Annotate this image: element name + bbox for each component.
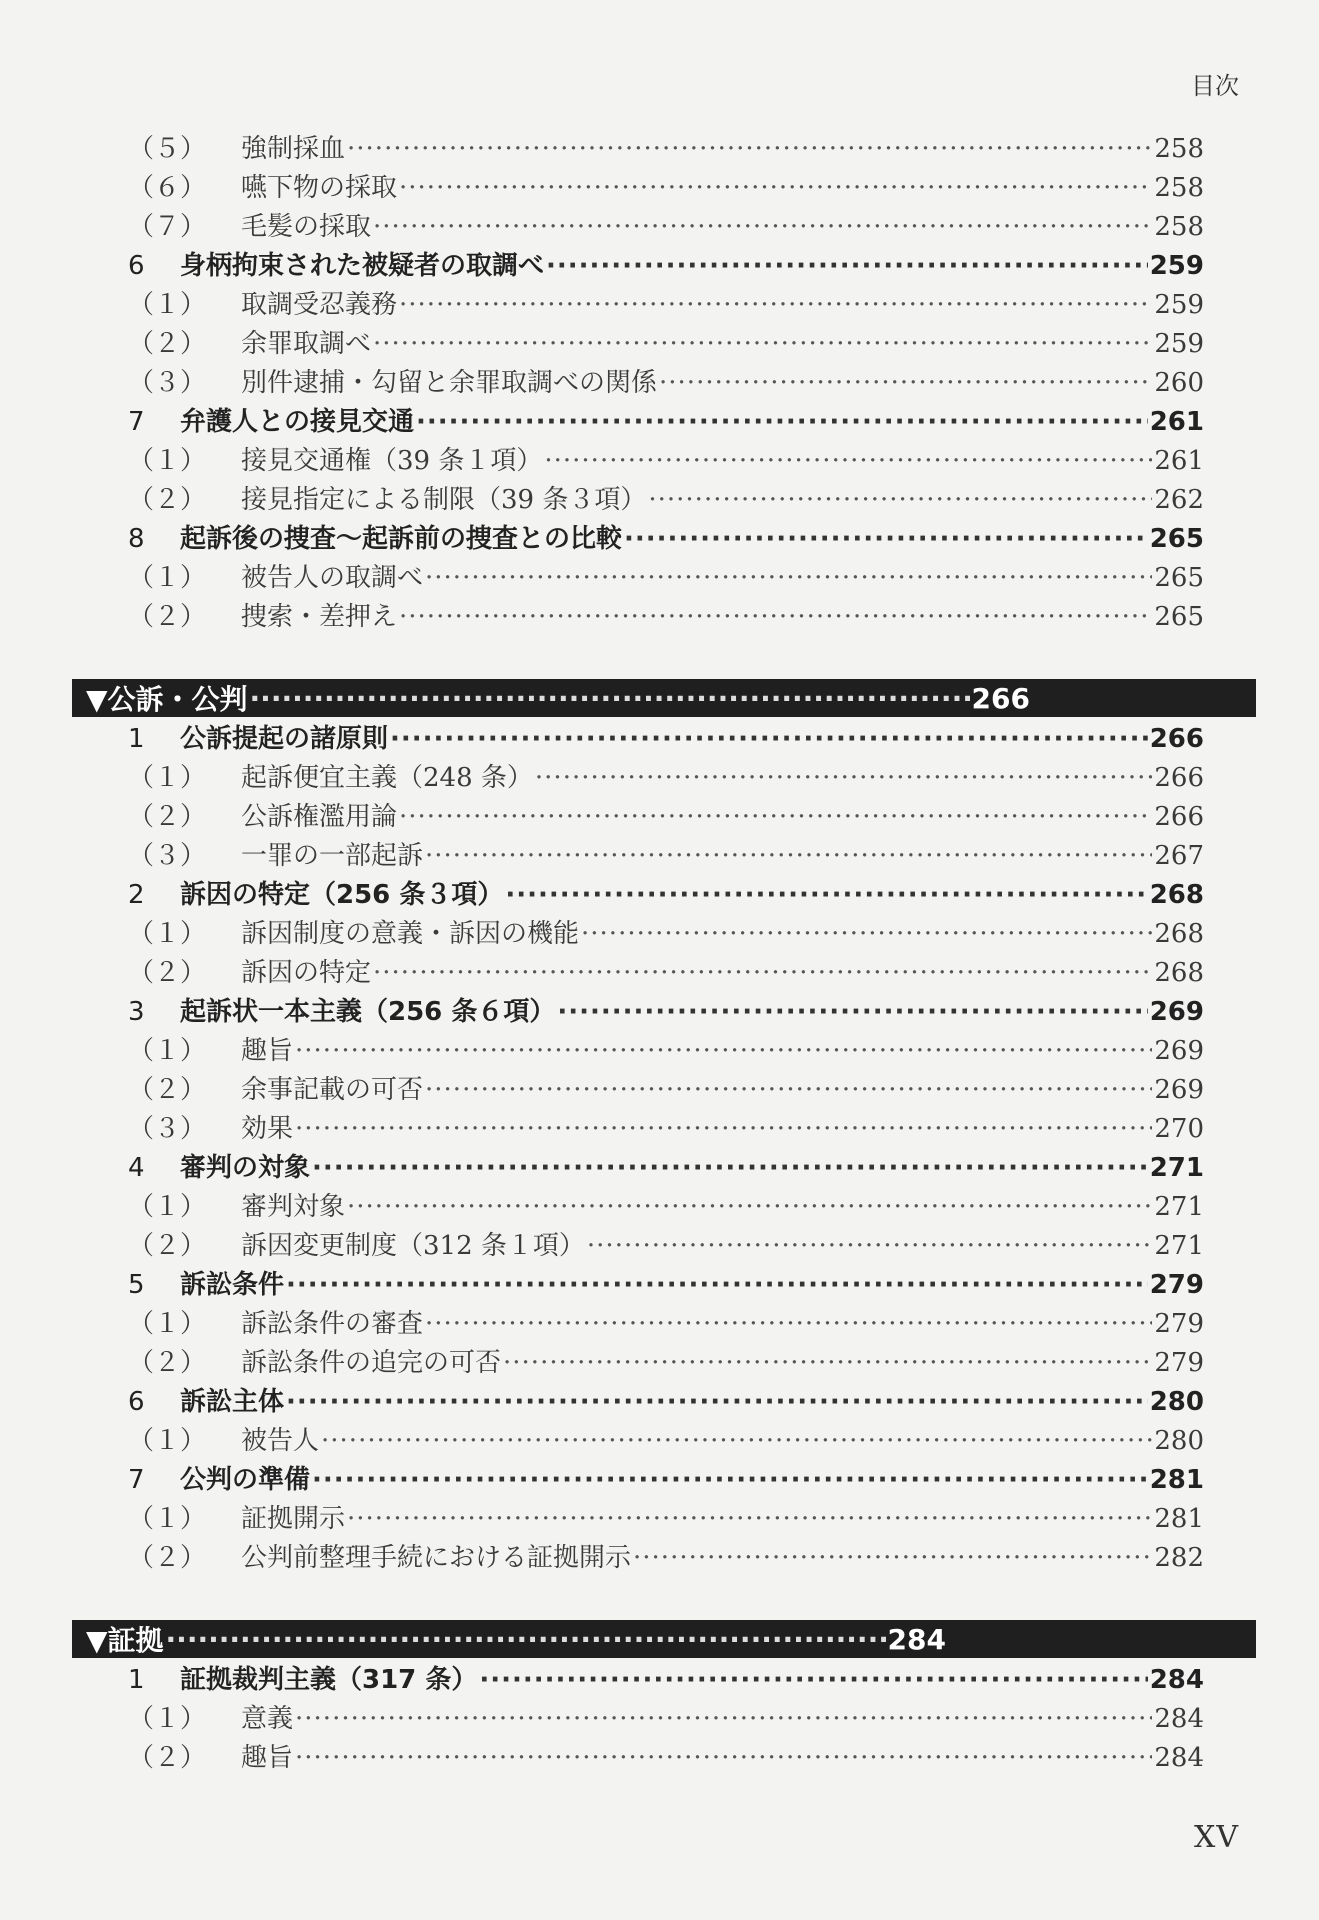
entry-title: 身柄拘束された被疑者の取調べ [180,251,545,281]
leader-dots [347,1192,1152,1222]
entry-title: 効果 [241,1114,294,1144]
leader-dots [399,802,1152,832]
leader-dots [659,368,1152,398]
entry-number: （１） [128,1504,207,1534]
entry-number: （２） [128,485,207,515]
entry-page-number: 282 [1154,1543,1204,1573]
entry-page-number: 266 [1149,724,1204,754]
entry-title: 意義 [241,1704,294,1734]
leader-dots [399,602,1152,632]
leader-dots [557,997,1147,1027]
leader-dots [321,1426,1152,1456]
entry-page-number: 265 [1154,602,1204,632]
entry-title: 取調受忍義務 [241,290,398,320]
leader-dots [286,1270,1148,1300]
toc-section-entry[interactable] [128,718,1204,756]
entry-page-number: 261 [1149,407,1204,437]
toc-subsection-entry[interactable] [128,952,1204,990]
leader-dots [503,1348,1152,1378]
leader-dots [250,682,970,715]
leader-dots [312,1153,1148,1183]
leader-dots [479,1665,1147,1695]
entry-number: （２） [128,1348,207,1378]
entry-page-number: 258 [1154,173,1204,203]
entry-number: 7 [128,1465,145,1495]
leader-dots [416,407,1148,437]
leader-dots [505,880,1147,910]
entry-title: 証拠裁判主義（317 条） [180,1665,478,1695]
toc-section-entry[interactable] [128,874,1204,912]
chapter-title: ▼公訴・公判 [86,683,248,716]
entry-page-number: 279 [1149,1270,1204,1300]
leader-dots [295,1704,1152,1734]
entry-title: 接見指定による制限（39 条３項） [241,485,647,515]
entry-number: （６） [128,173,207,203]
leader-dots [581,919,1152,949]
entry-number: （１） [128,1704,207,1734]
entry-page-number: 284 [1154,1743,1204,1773]
entry-title: 余罪取調べ [241,329,372,359]
chapter-page-number: 284 [887,1622,946,1656]
entry-title: 起訴状一本主義（256 条６項） [180,997,556,1027]
entry-page-number: 284 [1149,1665,1204,1695]
toc-subsection-entry[interactable] [128,362,1204,400]
entry-page-number: 270 [1154,1114,1204,1144]
entry-page-number: 265 [1149,524,1204,554]
toc-subsection-entry[interactable] [128,1225,1204,1263]
entry-title: 嚥下物の採取 [241,173,398,203]
entry-number: （２） [128,1075,207,1105]
entry-page-number: 268 [1154,919,1204,949]
toc-subsection-entry[interactable] [128,1537,1204,1575]
leader-dots [390,724,1148,754]
entry-number: （７） [128,212,207,242]
toc-subsection-entry[interactable] [128,557,1204,595]
entry-page-number: 271 [1149,1153,1204,1183]
leader-dots [286,1387,1148,1417]
entry-title: 被告人の取調べ [241,563,424,593]
toc-subsection-entry[interactable] [128,1420,1204,1458]
entry-title: 被告人 [241,1426,320,1456]
entry-title: 訴因の特定（256 条３項） [180,880,504,910]
toc-subsection-entry[interactable] [128,1498,1204,1536]
entry-number: （２） [128,958,207,988]
chapter-title: ▼証拠 [86,1624,164,1657]
leader-dots [312,1465,1148,1495]
entry-page-number: 269 [1154,1036,1204,1066]
entry-title: 一罪の一部起訴 [241,841,424,871]
leader-dots [373,212,1152,242]
page-number: XV [1193,1820,1239,1855]
leader-dots [425,1075,1152,1105]
toc-section-entry[interactable] [128,1459,1204,1497]
chapter-heading [72,679,1256,717]
entry-title: 訴訟条件の追完の可否 [241,1348,502,1378]
entry-title: 訴因変更制度（312 条１項） [241,1231,585,1261]
entry-page-number: 280 [1149,1387,1204,1417]
entry-title: 訴因の特定 [241,958,372,988]
entry-number: （１） [128,1309,207,1339]
entry-number: （２） [128,602,207,632]
entry-number: （１） [128,1036,207,1066]
entry-title: 公判の準備 [180,1465,311,1495]
entry-page-number: 269 [1154,1075,1204,1105]
entry-title: 訴因制度の意義・訴因の機能 [241,919,580,949]
leader-dots [624,524,1148,554]
entry-number: （２） [128,329,207,359]
leader-dots [587,1231,1152,1261]
leader-dots [633,1543,1152,1573]
entry-title: 審判の対象 [180,1153,311,1183]
toc-subsection-entry[interactable] [128,1186,1204,1224]
entry-number: （１） [128,563,207,593]
entry-title: 公訴提起の諸原則 [180,724,389,754]
toc-subsection-entry[interactable] [128,206,1204,244]
toc-subsection-entry[interactable] [128,284,1204,322]
toc-subsection-entry[interactable] [128,1108,1204,1146]
leader-dots [295,1743,1152,1773]
entry-number: （１） [128,1426,207,1456]
chapter-page-number: 266 [971,681,1030,715]
entry-page-number: 259 [1154,329,1204,359]
leader-dots [425,563,1152,593]
toc-subsection-entry[interactable] [128,757,1204,795]
entry-page-number: 266 [1154,802,1204,832]
entry-number: （１） [128,1192,207,1222]
toc-subsection-entry[interactable] [128,323,1204,361]
toc-subsection-entry[interactable] [128,1342,1204,1380]
entry-number: （１） [128,763,207,793]
entry-number: 3 [128,997,145,1027]
entry-title: 毛髪の採取 [241,212,372,242]
entry-number: （２） [128,802,207,832]
leader-dots [295,1036,1152,1066]
entry-title: 審判対象 [241,1192,346,1222]
entry-number: （２） [128,1743,207,1773]
toc-subsection-entry[interactable] [128,796,1204,834]
toc-subsection-entry[interactable] [128,596,1204,634]
entry-number: 1 [128,1665,145,1695]
leader-dots [648,485,1152,515]
entry-title: 強制採血 [241,134,346,164]
entry-title: 趣旨 [241,1743,294,1773]
entry-number: 8 [128,524,145,554]
leader-dots [347,134,1152,164]
entry-page-number: 280 [1154,1426,1204,1456]
entry-page-number: 281 [1154,1504,1204,1534]
toc-subsection-entry[interactable] [128,913,1204,951]
entry-title: 訴訟主体 [180,1387,285,1417]
entry-page-number: 281 [1149,1465,1204,1495]
entry-page-number: 268 [1149,880,1204,910]
leader-dots [425,841,1152,871]
toc-subsection-entry[interactable] [128,128,1204,166]
entry-number: （１） [128,290,207,320]
entry-number: （２） [128,1231,207,1261]
toc-subsection-entry[interactable] [128,835,1204,873]
entry-number: （３） [128,368,207,398]
page-header: 目次 [1191,72,1239,100]
entry-title: 接見交通権（39 条１項） [241,446,543,476]
entry-number: 5 [128,1270,145,1300]
entry-title: 捜索・差押え [241,602,398,632]
toc-subsection-entry[interactable] [128,1069,1204,1107]
entry-page-number: 271 [1154,1231,1204,1261]
leader-dots [425,1309,1152,1339]
entry-page-number: 265 [1154,563,1204,593]
leader-dots [535,763,1152,793]
entry-title: 起訴後の捜査～起訴前の捜査との比較 [180,524,623,554]
entry-page-number: 259 [1149,251,1204,281]
entry-page-number: 268 [1154,958,1204,988]
leader-dots [166,1623,886,1656]
entry-number: （２） [128,1543,207,1573]
entry-title: 訴訟条件の審査 [241,1309,424,1339]
toc-section-entry[interactable] [128,1381,1204,1419]
toc-subsection-entry[interactable] [128,479,1204,517]
toc-section-entry[interactable] [128,401,1204,439]
leader-dots [347,1504,1152,1534]
leader-dots [295,1114,1152,1144]
toc-subsection-entry[interactable] [128,167,1204,205]
toc-subsection-entry[interactable] [128,1737,1204,1775]
entry-number: 7 [128,407,145,437]
toc-section-entry[interactable] [128,518,1204,556]
entry-number: （３） [128,1114,207,1144]
entry-number: （３） [128,841,207,871]
leader-dots [373,329,1152,359]
leader-dots [544,446,1152,476]
entry-number: 6 [128,1387,145,1417]
toc-section-entry[interactable] [128,1264,1204,1302]
entry-title: 別件逮捕・勾留と余罪取調べの関係 [241,368,658,398]
entry-title: 起訴便宜主義（248 条） [241,763,533,793]
leader-dots [399,290,1152,320]
entry-number: 4 [128,1153,145,1183]
entry-title: 余事記載の可否 [241,1075,424,1105]
entry-number: （１） [128,919,207,949]
entry-page-number: 262 [1154,485,1204,515]
entry-title: 弁護人との接見交通 [180,407,415,437]
toc-subsection-entry[interactable] [128,440,1204,478]
entry-page-number: 271 [1154,1192,1204,1222]
toc-section-entry[interactable] [128,1147,1204,1185]
toc-section-entry[interactable] [128,245,1204,283]
toc-section-entry[interactable] [128,991,1204,1029]
entry-page-number: 279 [1154,1348,1204,1378]
entry-number: 6 [128,251,145,281]
toc-subsection-entry[interactable] [128,1303,1204,1341]
leader-dots [546,251,1148,281]
toc-section-entry[interactable] [128,1659,1204,1697]
entry-number: 1 [128,724,145,754]
entry-title: 公判前整理手続における証拠開示 [241,1543,632,1573]
toc-subsection-entry[interactable] [128,1698,1204,1736]
entry-number: （５） [128,134,207,164]
entry-page-number: 259 [1154,290,1204,320]
entry-title: 証拠開示 [241,1504,346,1534]
entry-page-number: 261 [1154,446,1204,476]
entry-page-number: 279 [1154,1309,1204,1339]
entry-page-number: 284 [1154,1704,1204,1734]
entry-page-number: 258 [1154,134,1204,164]
entry-title: 訴訟条件 [180,1270,285,1300]
chapter-heading [72,1620,1256,1658]
toc-subsection-entry[interactable] [128,1030,1204,1068]
entry-title: 趣旨 [241,1036,294,1066]
entry-title: 公訴権濫用論 [241,802,398,832]
entry-page-number: 260 [1154,368,1204,398]
leader-dots [399,173,1152,203]
entry-page-number: 266 [1154,763,1204,793]
entry-page-number: 269 [1149,997,1204,1027]
leader-dots [373,958,1152,988]
entry-page-number: 267 [1154,841,1204,871]
entry-page-number: 258 [1154,212,1204,242]
entry-number: 2 [128,880,145,910]
entry-number: （１） [128,446,207,476]
